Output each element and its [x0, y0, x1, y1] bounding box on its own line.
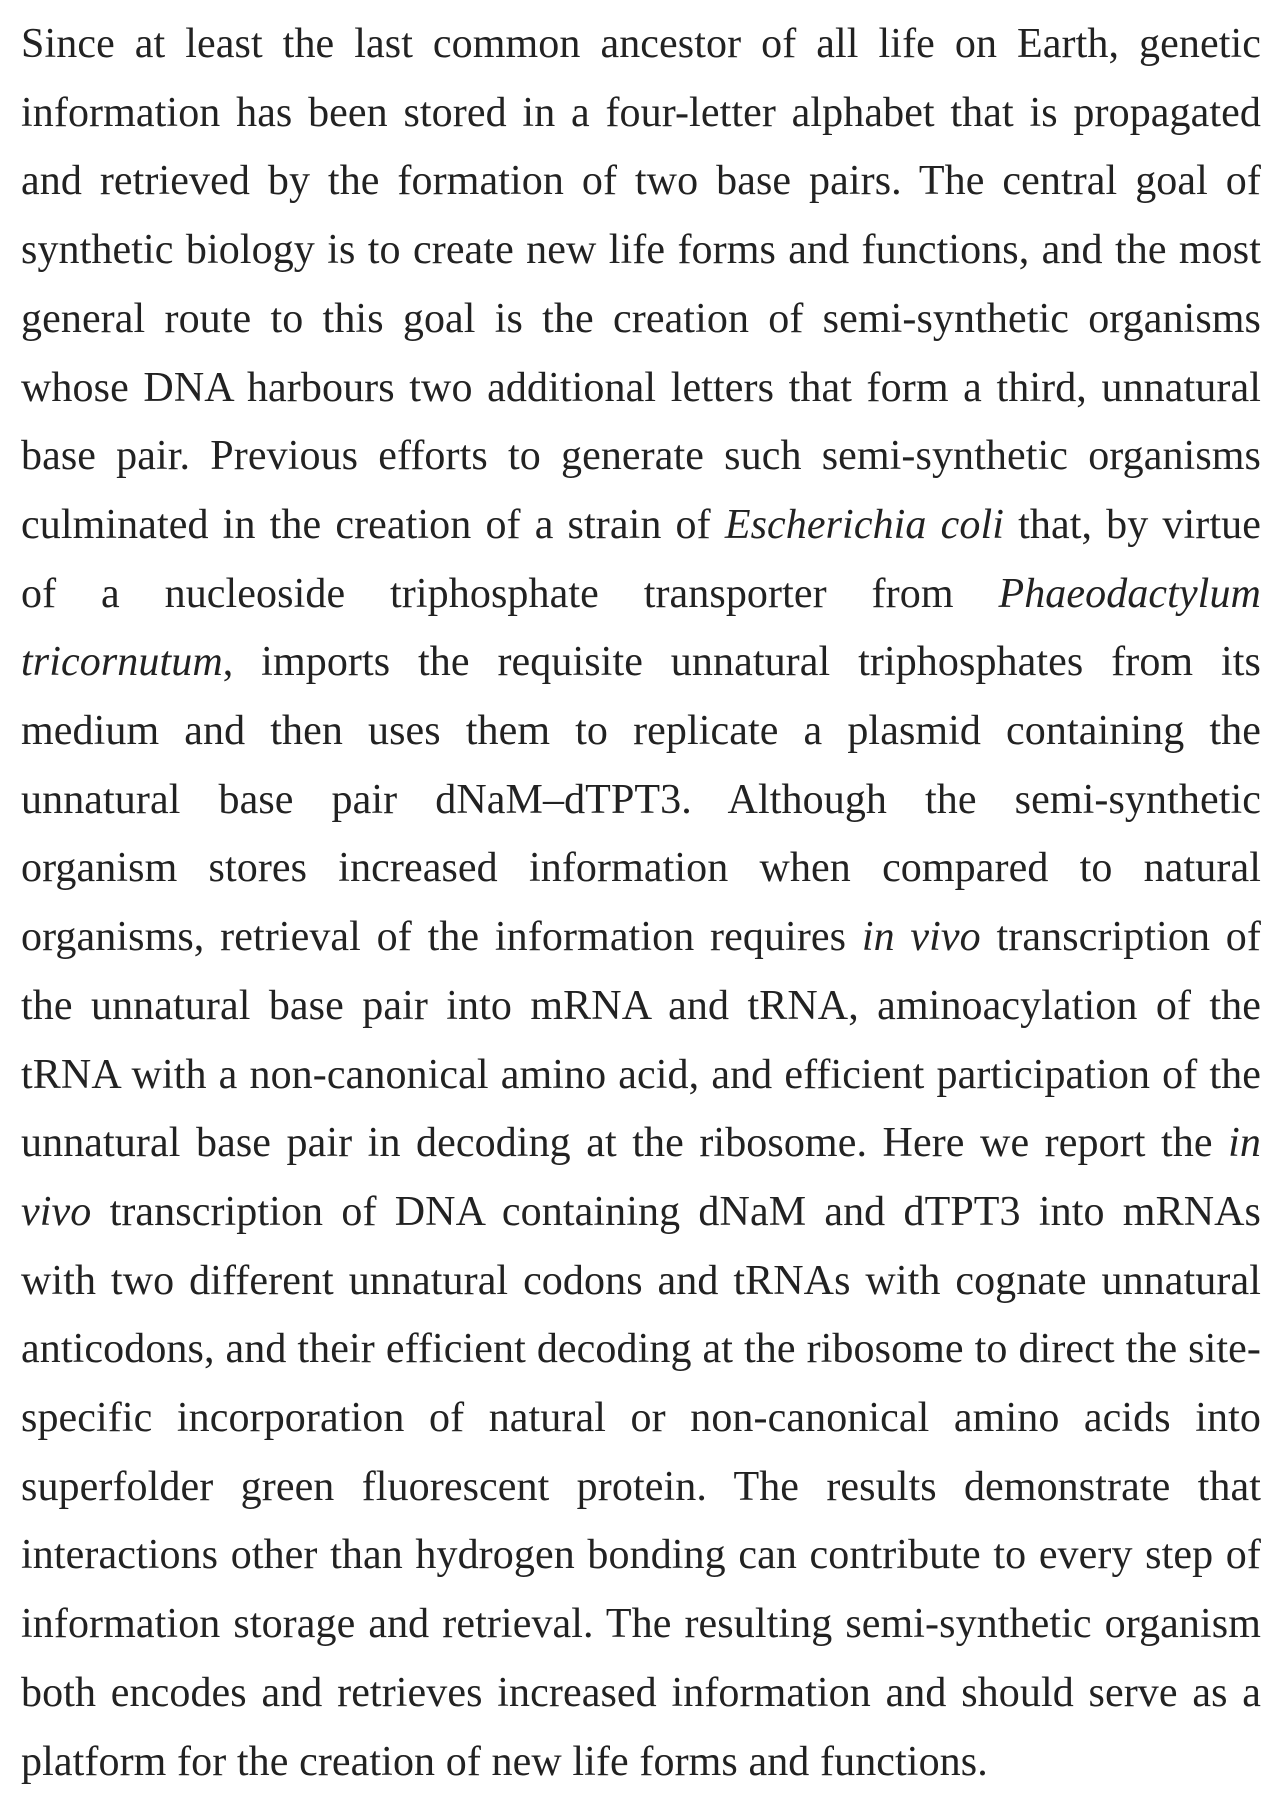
- abstract-text-2: that, by virtue of a nucleoside triphosphate transporter from: [21, 501, 1261, 617]
- abstract-text-3: , imports the requisite unnatural triphosphates from its medium and then uses them to replicate a plasmid containing the unnatural base pair dNaM–dTPT3. Although the semi-synthetic organism stores increased information when compared to natural organisms, retrieval of the information requires: [21, 639, 1261, 961]
- abstract-paragraph: [21, 10, 1261, 1796]
- abstract-text-4: transcription of the unnatural base pair into mRNA and tRNA, aminoacylation of the tRNA with a non-canonical amino acid, and efficient participation of the unnatural base pair in decoding at the ribosome. Here we report the: [21, 914, 1261, 1167]
- in-vivo-term-1: in vivo: [861, 914, 981, 961]
- species-name-escherichia-coli: Escherichia coli: [724, 501, 1004, 548]
- abstract-text-1: Since at least the last common ancestor of all life on Earth, genetic information has been stored in a four-letter alphabet that is propagated and retrieved by the formation of two base pairs. The central goal of synthetic biology is to create new life forms and functions, and the most general route to this goal is the creation of semi-synthetic organisms whose DNA harbours two additional letters that form a third, unnatural base pair. Previous efforts to generate such semi-synthetic organisms culminated in the creation of a strain of: [21, 21, 1261, 548]
- abstract-text-5: transcription of DNA containing dNaM and dTPT3 into mRNAs with two different unnatural codons and tRNAs with cognate unnatural anticodons, and their efficient decoding at the ribosome to direct the site-specific incorporation of natural or non-canonical amino acids into superfolder green fluorescent protein. The results demonstrate that interactions other than hydrogen bonding can contribute to every step of information storage and retrieval. The resulting semi-synthetic organism both encodes and retrieves increased information and should serve as a platform for the creation of new life forms and functions.: [21, 1188, 1261, 1785]
- species-name-phaeodactylum-tricornutum: Phaeodactylum tricornutum: [21, 570, 1261, 686]
- in-vivo-term-2: in vivo: [21, 1120, 1261, 1235]
